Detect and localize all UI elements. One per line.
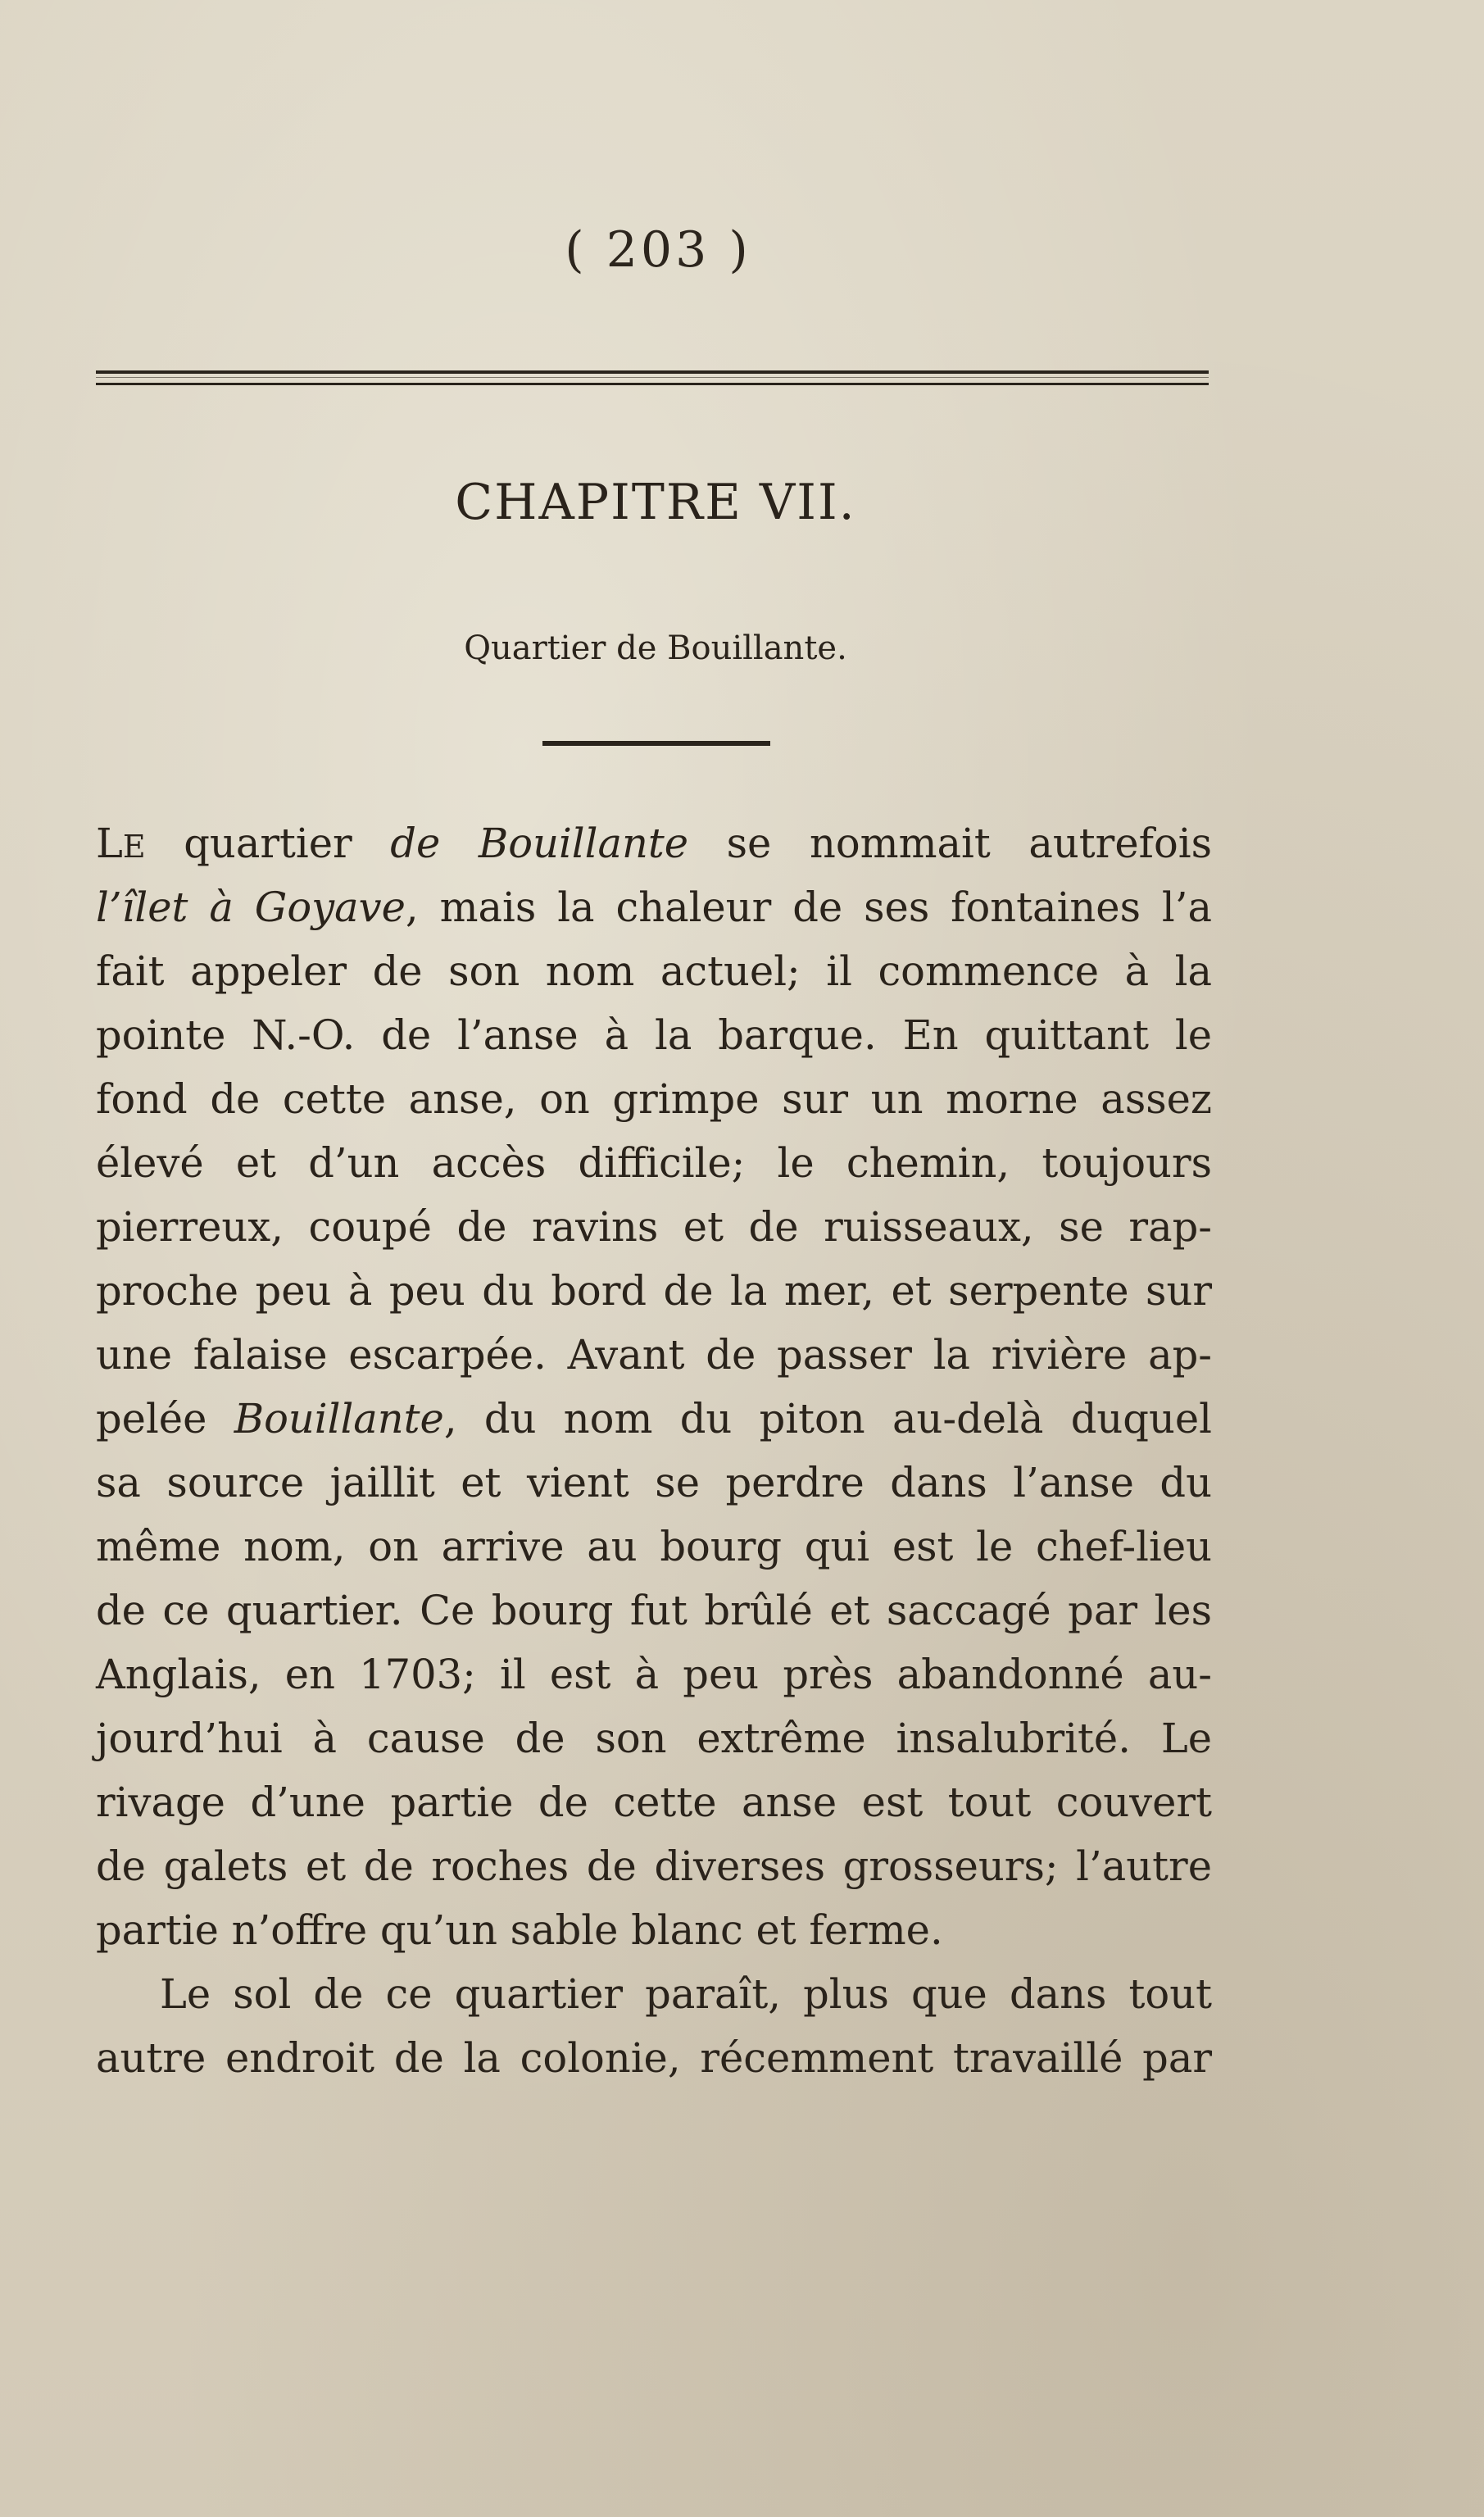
chapter-title: CHAPITRE VII. [455, 474, 856, 531]
body-line-13: de ce quartier. Ce bourg fut brûlé et saccagé par les [96, 1587, 1212, 1634]
body-line-1: LE quartier de Bouillante se nommait autrefois [96, 820, 1212, 867]
header-double-rule [96, 370, 1209, 385]
small-caps: E [122, 829, 146, 865]
body-line-18: partie n’offre qu’un sable blanc et ferme. [96, 1906, 943, 1954]
body-line-19: Le sol de ce quartier paraît, plus que dans tout [160, 1970, 1212, 2018]
body-line-15: jourd’hui à cause de son extrême insalubrité. Le [96, 1715, 1212, 1762]
body-line-9: une falaise escarpée. Avant de passer la rivière ap- [96, 1331, 1212, 1379]
body-line-20: autre endroit de la colonie, récemment travaillé par [96, 2034, 1212, 2082]
body-line-10: pelée Bouillante, du nom du piton au-delà duquel [96, 1395, 1213, 1443]
italic-text: l’îlet à Goyave [96, 884, 406, 931]
body-line-8: proche peu à peu du bord de la mer, et serpente sur [96, 1267, 1212, 1315]
body-line-17: de galets et de roches de diverses grosseurs; l’autre [96, 1842, 1212, 1890]
section-divider-rule [542, 741, 770, 746]
italic-text: Bouillante [234, 1395, 444, 1443]
page-number: ( 203 ) [565, 221, 751, 279]
body-line-7: pierreux, coupé de ravins et de ruisseaux, se rap- [96, 1203, 1212, 1251]
body-line-6: élevé et d’un accès difficile; le chemin, toujours [96, 1139, 1212, 1187]
body-line-3: fait appeler de son nom actuel; il commence à la [96, 947, 1212, 995]
italic-text: de Bouillante [390, 820, 689, 867]
body-line-16: rivage d’une partie de cette anse est tout couvert [96, 1779, 1212, 1826]
body-line-12: même nom, on arrive au bourg qui est le chef-lieu [96, 1523, 1212, 1570]
body-line-11: sa source jaillit et vient se perdre dans l’anse du [96, 1459, 1212, 1506]
body-line-2: l’îlet à Goyave, mais la chaleur de ses fontaines l’a [96, 884, 1212, 931]
body-line-5: fond de cette anse, on grimpe sur un morne assez [96, 1075, 1212, 1123]
body-line-14: Anglais, en 1703; il est à peu près abandonné au- [96, 1651, 1212, 1698]
body-line-4: pointe N.-O. de l’anse à la barque. En quittant le [96, 1011, 1212, 1059]
body-text [96, 811, 1212, 2090]
section-title: Quartier de Bouillante. [464, 629, 847, 667]
drop-initial: L [96, 820, 123, 867]
